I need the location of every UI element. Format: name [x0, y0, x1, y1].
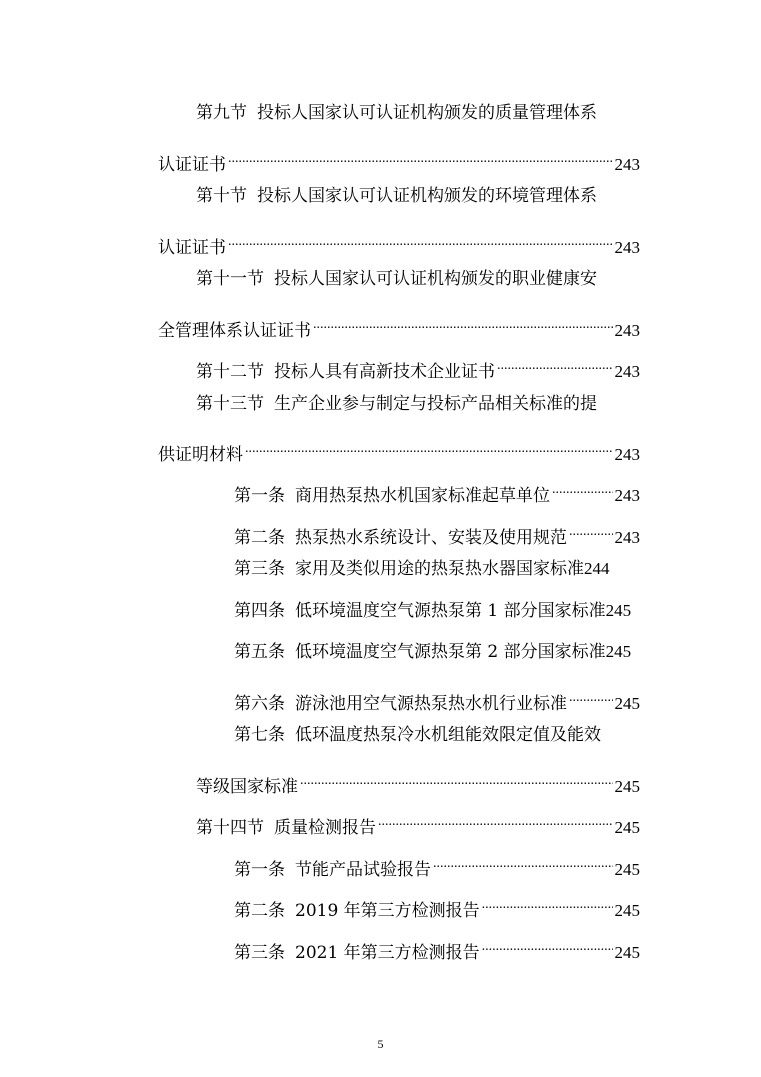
toc-title: 生产企业参与制定与投标产品相关标准的提 [274, 394, 597, 414]
toc-entry-article-6[interactable] [234, 679, 640, 714]
toc-title: 投标人具有高新技术企业证书 [274, 362, 495, 382]
toc-label: 第二条 [234, 901, 285, 921]
toc-label: 第十二节 [196, 362, 264, 382]
toc-leader-dots [552, 471, 613, 501]
toc-title: 商用热泵热水机国家标准起草单位 [295, 486, 550, 506]
toc-page-number: 244 [584, 559, 610, 578]
toc-title: 2019 年第三方检测报告 [295, 901, 480, 921]
toc-title: 投标人国家认可认证机构颁发的职业健康安 [274, 269, 597, 289]
toc-page-number: 243 [614, 321, 640, 340]
toc-entry-section-13[interactable] [196, 389, 636, 419]
toc-entry-article-7[interactable] [234, 720, 640, 750]
toc-label: 第九节 [196, 103, 247, 123]
page-number: 5 [377, 1037, 384, 1051]
toc-page-number: 245 [614, 694, 640, 713]
toc-label: 第二条 [234, 528, 285, 548]
toc-page-number: 245 [605, 601, 632, 620]
toc-page-number: 243 [614, 155, 640, 174]
toc-entry-section-12[interactable] [196, 347, 640, 382]
toc-entry-section-11-cont[interactable] [158, 306, 640, 341]
toc-page-number: 245 [614, 860, 640, 879]
toc-page-number: 245 [614, 818, 640, 837]
toc-leader-dots [497, 347, 613, 377]
toc-entry-section-11[interactable] [196, 264, 636, 294]
toc-entry-article-2[interactable] [234, 513, 640, 548]
toc-title: 投标人国家认可认证机构颁发的环境管理体系 [257, 186, 597, 206]
toc-label: 第十四节 [196, 818, 264, 838]
toc-label: 第六条 [234, 694, 285, 714]
toc-title: 投标人国家认可认证机构颁发的质量管理体系 [257, 103, 597, 123]
toc-title: 热泵热水系统设计、安装及使用规范 [295, 528, 567, 548]
toc-entry-section-10[interactable] [196, 181, 636, 211]
toc-label: 第三条 [234, 943, 285, 963]
toc-label: 第四条 [234, 601, 285, 621]
toc-label: 第一条 [234, 486, 285, 506]
toc-page-number: 243 [614, 238, 640, 257]
toc-entry-article-4[interactable] [234, 596, 660, 626]
toc-title: 游泳池用空气源热泵热水机行业标准 [295, 694, 567, 714]
toc-label: 第五条 [234, 642, 285, 662]
toc-entry-report-1[interactable] [234, 845, 640, 880]
toc-entry-section-9[interactable] [196, 98, 636, 128]
toc-title: 低环境温度空气源热泵第 2 部分国家标准 [295, 642, 606, 662]
toc-title: 节能产品试验报告 [295, 860, 431, 880]
toc-leader-dots [245, 430, 613, 460]
toc-leader-dots [300, 762, 613, 792]
toc-title: 等级国家标准 [196, 777, 298, 797]
toc-title: 2021 年第三方检测报告 [295, 943, 480, 963]
toc-entry-section-10-cont[interactable] [158, 223, 640, 258]
toc-entry-article-1[interactable] [234, 471, 640, 506]
toc-title: 认证证书 [158, 155, 226, 175]
toc-label: 第十一节 [196, 269, 264, 289]
toc-leader-dots [482, 886, 613, 916]
toc-page-number: 243 [614, 445, 640, 464]
toc-entry-section-13-cont[interactable] [158, 430, 640, 465]
toc-page-number: 245 [605, 642, 632, 661]
toc-page-number: 243 [614, 362, 640, 381]
toc-leader-dots [378, 803, 613, 833]
toc-entry-article-3[interactable] [234, 554, 654, 584]
toc-page-number: 245 [614, 943, 640, 962]
toc-page-number: 243 [614, 486, 640, 505]
toc-title: 低环境温度空气源热泵第 1 部分国家标准 [295, 601, 606, 621]
toc-entry-section-14[interactable] [196, 803, 640, 838]
toc-leader-dots [228, 140, 613, 170]
toc-leader-dots [482, 928, 613, 958]
toc-label: 第七条 [234, 725, 285, 745]
toc-page-number: 243 [614, 528, 640, 547]
toc-entry-section-9-cont[interactable] [158, 140, 640, 175]
toc-entry-article-5[interactable] [234, 637, 660, 667]
toc-label: 第三条 [234, 559, 285, 579]
toc-label: 第十节 [196, 186, 247, 206]
toc-entry-report-2[interactable] [234, 886, 640, 921]
toc-title: 供证明材料 [158, 445, 243, 465]
toc-title: 质量检测报告 [274, 818, 376, 838]
toc-entry-report-3[interactable] [234, 928, 640, 963]
toc-leader-dots [228, 223, 613, 253]
toc-leader-dots [569, 513, 613, 543]
toc-page-number: 245 [614, 901, 640, 920]
toc-label: 第一条 [234, 860, 285, 880]
toc-leader-dots [433, 845, 613, 875]
toc-label: 第十三节 [196, 394, 264, 414]
toc-leader-dots [313, 306, 613, 336]
toc-title: 认证证书 [158, 238, 226, 258]
toc-title: 全管理体系认证证书 [158, 321, 311, 341]
toc-title: 家用及类似用途的热泵热水器国家标准 [295, 559, 584, 579]
toc-page-number: 245 [614, 777, 640, 796]
toc-entry-article-7-cont[interactable] [196, 762, 640, 797]
toc-title: 低环温度热泵冷水机组能效限定值及能效 [295, 725, 601, 745]
toc-leader-dots [569, 679, 613, 709]
